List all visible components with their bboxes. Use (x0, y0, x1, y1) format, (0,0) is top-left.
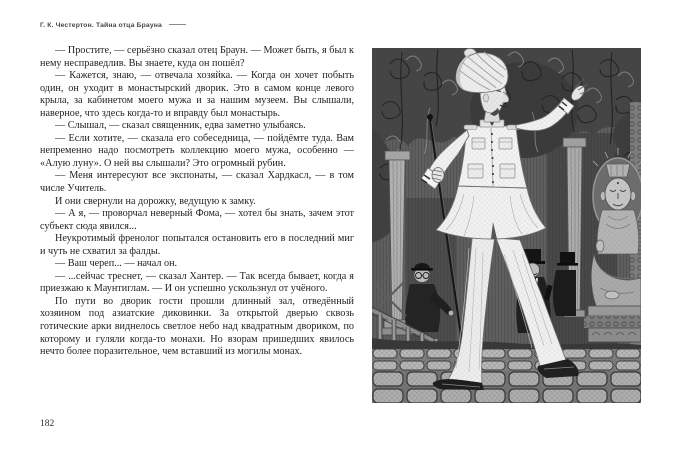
paragraph: — А я, — проворчал неверный Фома, — хотел бы знать, зачем этот субъект сюда явился... (40, 208, 354, 232)
running-head (40, 22, 186, 29)
paragraph: — Если хотите, — сказала его собеседница, — пойдёмте туда. Вам непременно надо посмотреть коллекцию моего мужа, особенно — «Алую луну». О ней вы слышали? Это огромный рубин. (40, 132, 354, 169)
book-illustration (372, 48, 641, 403)
paragraph: — Кажется, знаю, — отвечала хозяйка. — Когда он хочет побыть один, он уходит в монастырский дворик. Это в самом конце левого крыла, за кабинетом моего мужа и за нашим музеем. Вы слышали, наверное, что здесь когда-то и вправду был монастырь. (40, 70, 354, 119)
pencil-texture-overlay (372, 48, 641, 403)
paragraph: По пути во дворик гости прошли длинный зал, отведённый хозяином под азиатские диковинки. За открытой дверью сквозь готические арки виднелось светлое небо над квадратным двориком, по которому и гуляли когда-то монахи. Но взорам пришедших явилось нечто более поразительное, чем вставший из могилы монах. (40, 295, 354, 358)
paragraph: И они свернули на дорожку, ведущую к замку. (55, 195, 256, 207)
paragraph: — Меня интересуют все экспонаты, — сказал Хардкасл, — в том числе Учитель. (40, 170, 354, 195)
paragraph: Неукротимый френолог попытался остановить его в последний миг и чуть не схватил за фалды. (40, 233, 354, 257)
body-text (40, 45, 354, 359)
page-number: 182 (40, 419, 55, 429)
paragraph: — Ваш череп... — начал он. (55, 258, 178, 270)
paragraph: — ...сейчас треснет, — сказал Хантер. — Так всегда бывает, когда я приезжаю к Маунтиглам. — И он успешно ускользнул от учёного. (40, 270, 354, 295)
paragraph: — Простите, — серьёзно сказал отец Браун. — Может быть, я был к нему несправедлив. Вы знаете, куда он пошёл? (40, 45, 354, 69)
running-head-rule (169, 24, 186, 25)
paragraph: — Слышал, — сказал священник, едва заметно улыбаясь. (55, 120, 306, 132)
running-head-title: Г. К. Честертон. Тайна отца Брауна (40, 22, 162, 29)
